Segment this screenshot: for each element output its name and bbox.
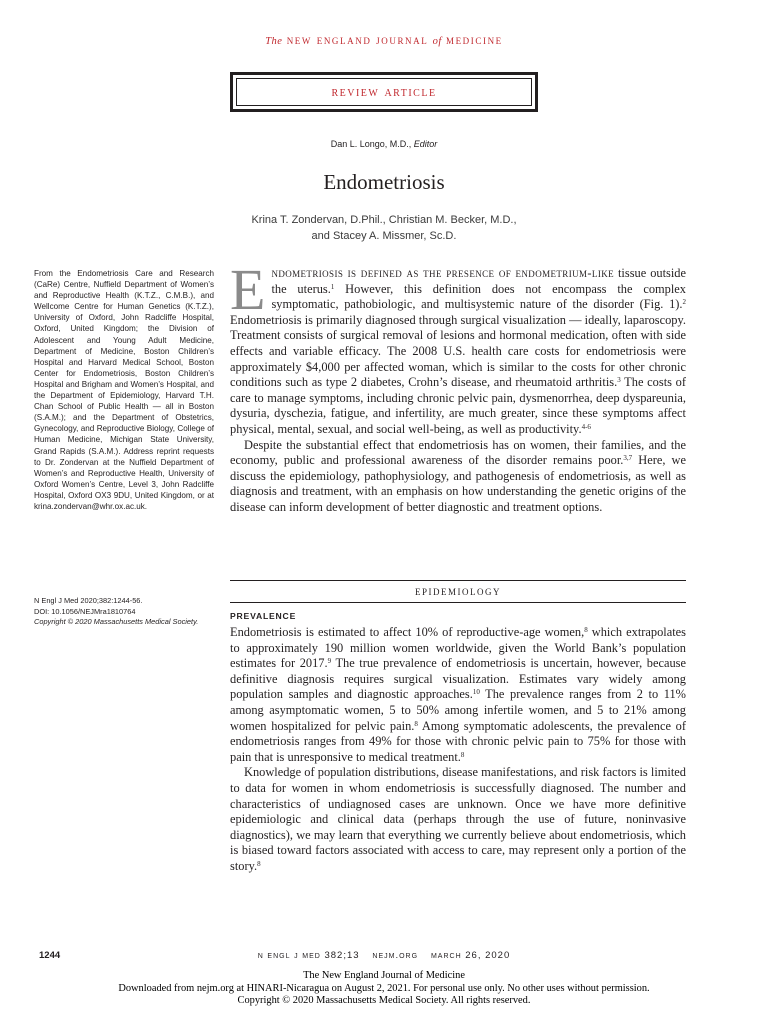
body-text: which extrapolates to approximately 190 million women worldwide, given the World Bank’s population estimates for 2017. xyxy=(230,625,687,671)
copyright-notice: Copyright © 2020 Massachusetts Medical Society. xyxy=(34,617,199,627)
body-paragraph-2 xyxy=(230,765,686,874)
editor-role: Editor xyxy=(413,139,438,149)
intro-text: tissue outside the uterus. xyxy=(271,266,686,296)
introduction xyxy=(230,257,686,516)
reference-marker: 9 xyxy=(327,657,332,666)
journal-header xyxy=(0,33,768,48)
subsection-heading: PREVALENCE xyxy=(230,611,297,621)
section-rule xyxy=(230,580,686,581)
download-notice xyxy=(0,970,768,1008)
doi: DOI: 10.1056/NEJMra1810764 xyxy=(34,606,136,616)
reference-marker: 1 xyxy=(330,282,335,291)
section-rule xyxy=(230,602,686,603)
body-text: Knowledge of population distributions, disease manifestations, and risk factors is limited to data for women in whom endometriosis is successfully diagnosed. The number and characteristics of undiagnosed cases are unknown. Once we have more definitive epidemiologic and clinical data (perhaps through the use of future, noninvasive diagnostics), we may learn that everything we currently believe about endometriosis, which is biased toward factors associated with access to care, may represent only a portion of the story. xyxy=(230,765,686,873)
reference-marker: 3 xyxy=(617,376,621,385)
intro-text: The costs of care to manage symptoms, including chronic pelvic pain, dysmenorrhea, deep dyspareunia, dysuria, dyschezia, fatigue, and infertility, are much greater, since these symptoms affect physical, mental, sexual, and social well-being, as well as productivity. xyxy=(230,375,686,436)
reference-marker: 4-6 xyxy=(581,422,591,431)
article-title: Endometriosis xyxy=(323,170,445,194)
intro-lead-words: ndometriosis is defined as the presence of endometrium-like xyxy=(271,266,615,280)
drop-cap: E xyxy=(230,257,266,322)
review-article-banner xyxy=(230,72,538,112)
review-article-label: review article xyxy=(236,78,532,106)
body-text: Among symptomatic adolescents, the prevalence of endometriosis ranges from 49% for those with chronic pelvic pain to 75% for those with pain that is unresponsive to medical treatment. xyxy=(230,718,686,764)
journal-header-of: of xyxy=(432,36,442,47)
body-text: The prevalence ranges from 2 to 11% among asymptomatic women, 5 to 50% among infertile women, and 5 to 21% among women hospitalized for pelvic pain. xyxy=(230,687,686,733)
intro-text: Here, we discuss the epidemiology, pathophysiology, and pathogenesis of endometriosis, as well as diagnosis and treatment, with an emphasis on how understanding the genetic origins of the disease can inform development of better diagnostic and treatment options. xyxy=(230,453,686,514)
footer-volume: n engl j med 382;13 xyxy=(257,950,360,961)
download-notice-journal: The New England Journal of Medicine xyxy=(303,970,465,981)
journal-header-the: The xyxy=(265,36,283,47)
intro-text: Endometriosis is primarily diagnosed through surgical visualization — ideally, laparoscopy. Treatment consists of surgical removal of lesions and hormonal medication, often with side effects and variable efficacy. The 2008 U.S. health care costs for endometriosis were approximately $4,000 per affected woman, which is similar to the costs for other chronic conditions such as type 2 diabetes, Crohn’s disease, and rheumatoid arthritis. xyxy=(230,312,686,390)
body-paragraph-1 xyxy=(230,625,686,765)
body-text: Endometriosis is estimated to affect 10% of reproductive-age women, xyxy=(230,625,585,639)
intro-text: Despite the substantial effect that endometriosis has on women, their families, and the economy, public and professional awareness of the disorder remains poor. xyxy=(230,437,686,468)
body-text: The true prevalence of endometriosis is uncertain, however, because definitive diagnosis requires surgical visualization. Estimates vary widely among population samples and diagnostic approaches. xyxy=(230,656,686,702)
intro-paragraph-1 xyxy=(230,257,686,438)
section-heading: epidemiology xyxy=(415,584,501,598)
reference-marker: 10 xyxy=(472,688,480,697)
citation-block xyxy=(34,596,224,628)
footer-journal-line xyxy=(0,950,768,961)
author-affiliations: From the Endometriosis Care and Research (CaRe) Centre, Nuffield Department of Women’s and Reproductive Health (K.T.Z., C.M.B.), and Wellcome Centre for Human Genetics (K.T.Z.), University of Oxford, John Radcliffe Hospital, Oxford, United Kingdom; the Division of Adolescent and Young Adult Medicine, Department of Medicine, Boston Children’s Hospital and Harvard Medical School, Boston Center for Endometriosis, Boston Children’s Hospital and Brigham and Women’s Hospital, and the Department of Epidemiology, Harvard T.H. Chan School of Public Health — all in Boston (S.A.M.); and the Department of Obstetrics, Gynecology, and Reproductive Biology, College of Human Medicine, Michigan State University, Grand Rapids (S.A.M.). Address reprint requests to Dr. Zondervan at the Nuffield Department of Women’s and Reproductive Health, University of Oxford Women’s Centre, Level 3, John Radcliffe Hospital, Oxford OX3 9DU, United Kingdom, or at krina.zondervan@whr.ox.ac.uk. xyxy=(34,269,214,511)
reference-marker: 2 xyxy=(682,298,686,307)
editor-line xyxy=(0,139,768,149)
journal-header-medicine: medicine xyxy=(445,33,503,47)
download-notice-source: Downloaded from nejm.org at HINARI-Nicaragua on August 2, 2021. For personal use only. No other uses without permission. xyxy=(118,982,650,994)
intro-paragraph-2 xyxy=(230,438,686,516)
intro-text: However, this definition does not encompass the complex symptomatic, pathobiologic, and multisystemic nature of the disorder (Fig. 1). xyxy=(271,281,686,312)
download-notice-copyright: Copyright © 2020 Massachusetts Medical Society. All rights reserved. xyxy=(237,995,531,1007)
author-list xyxy=(0,212,768,244)
reference-marker: 3,7 xyxy=(623,454,633,463)
editor-name: Dan L. Longo, M.D., xyxy=(330,139,412,149)
footer-site: nejm.org xyxy=(372,950,419,961)
reference-marker: 8 xyxy=(584,626,588,634)
footer-date: march 26, 2020 xyxy=(430,950,511,961)
reference-marker: 8 xyxy=(257,859,261,868)
journal-reference: N Engl J Med 2020;382:1244-56. xyxy=(34,596,143,605)
journal-header-name: new england journal xyxy=(286,33,429,47)
prevalence-section xyxy=(230,625,686,875)
author-line-1: Krina T. Zondervan, D.Phil., Christian M. Becker, M.D., xyxy=(251,214,517,226)
reference-marker: 8 xyxy=(414,719,418,728)
page-number: 1244 xyxy=(39,950,61,961)
reference-marker: 8 xyxy=(460,750,465,759)
author-line-2: and Stacey A. Missmer, Sc.D. xyxy=(311,230,457,242)
